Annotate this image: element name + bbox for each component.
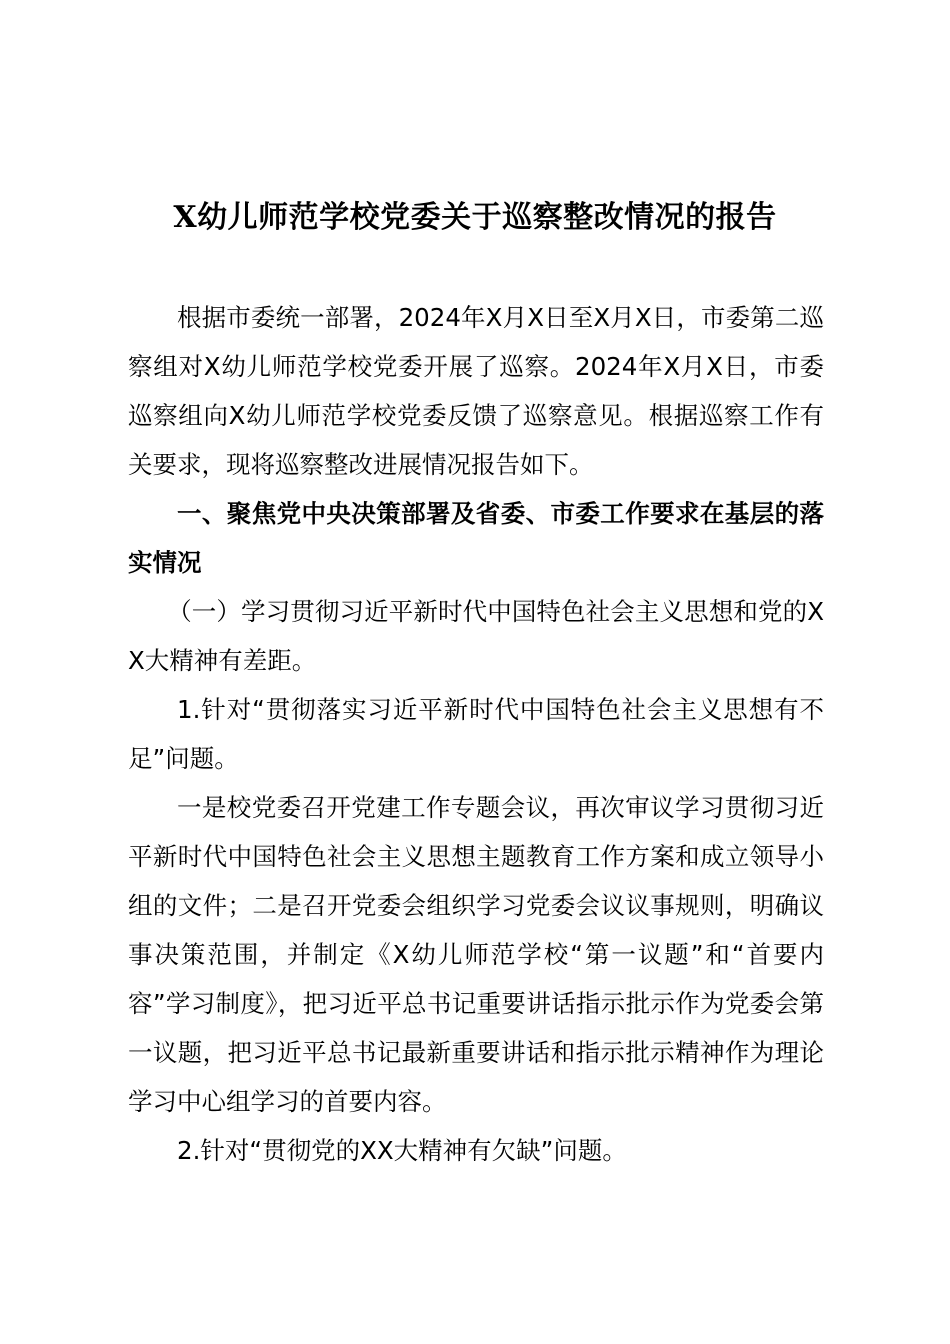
item-heading-2: 2.针对“贯彻党的XX大精神有欠缺”问题。 bbox=[177, 1136, 627, 1165]
document-body bbox=[128, 293, 824, 1175]
section-heading-1: 一、聚焦党中央决策部署及省委、市委工作要求在基层的落实情况 bbox=[128, 499, 824, 577]
intro-paragraph: 根据市委统一部署，2024年X月X日至X月X日，市委第二巡察组对X幼儿师范学校党委开展了巡察。2024年X月X日，市委巡察组向X幼儿师范学校党委反馈了巡察意见。根据巡察工作有关要求，现将巡察整改进展情况报告如下。 bbox=[128, 303, 824, 479]
document-title: X幼儿师范学校党委关于巡察整改情况的报告 bbox=[173, 200, 777, 235]
subsection-heading-1: （一）学习贯彻习近平新时代中国特色社会主义思想和党的XX大精神有差距。 bbox=[128, 597, 824, 675]
measures-paragraph-1: 一是校党委召开党建工作专题会议，再次审议学习贯彻习近平新时代中国特色社会主义思想主题教育工作方案和成立领导小组的文件；二是召开党委会组织学习党委会议议事规则，明确议事决策范围，并制定《X幼儿师范学校“第一议题”和“首要内容”学习制度》，把习近平总书记重要讲话指示批示作为党委会第一议题，把习近平总书记最新重要讲话和指示批示精神作为理论学习中心组学习的首要内容。 bbox=[128, 793, 824, 1116]
item-heading-1: 1.针对“贯彻落实习近平新时代中国特色社会主义思想有不足”问题。 bbox=[128, 695, 824, 773]
